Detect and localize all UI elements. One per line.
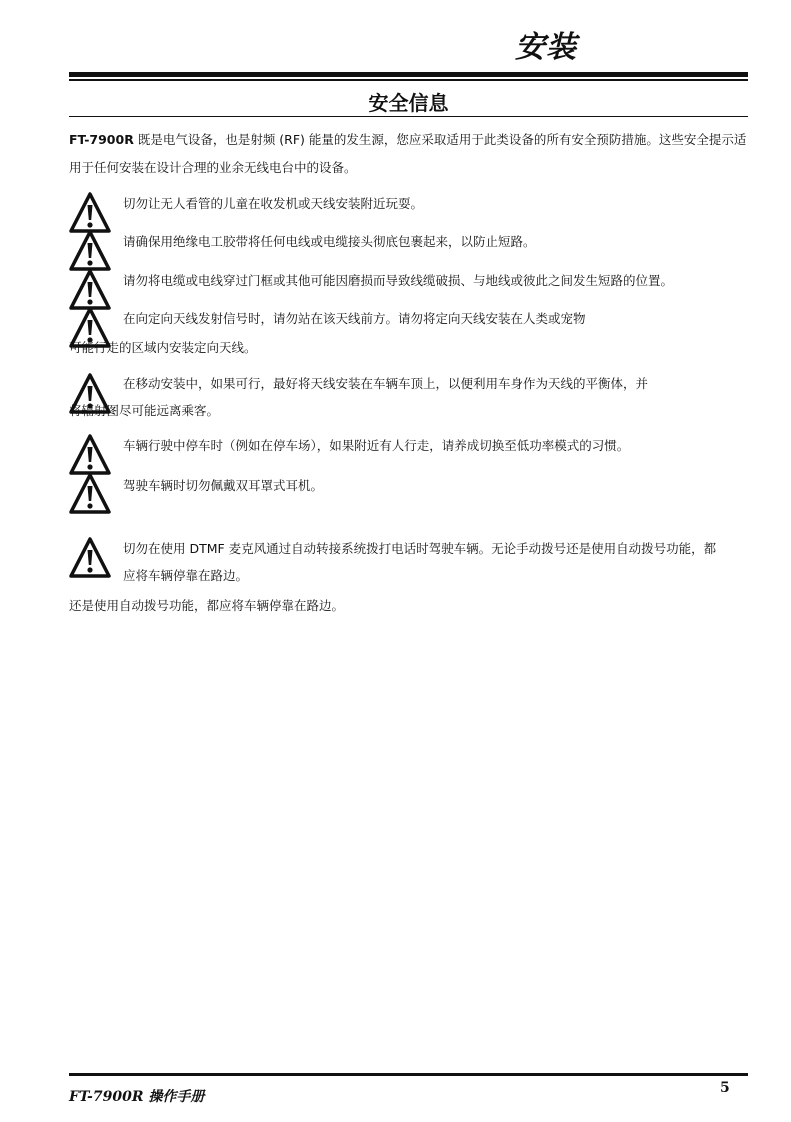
footer-rule — [69, 1073, 748, 1076]
warning-triangle-icon — [68, 229, 112, 273]
warning-triangle-icon — [68, 433, 112, 477]
header-rule-thick — [69, 72, 748, 77]
warning-text: 车辆行驶中停车时（例如在停车场），如果附近有人行走，请养成切换至低功率模式的习惯。 — [123, 438, 630, 453]
trailing-paragraph: 还是使用自动拨号功能，都应将车辆停靠在路边。 — [69, 598, 345, 613]
warning-text: 切勿让无人看管的儿童在收发机或天线安装附近玩耍。 — [123, 196, 424, 211]
intro-paragraph — [69, 126, 749, 182]
warning-text: 切勿在使用 DTMF 麦克风通过自动转接系统拨打电话时驾驶车辆。无论手动拨号还是使用自动拨号功能，都 — [123, 541, 717, 556]
warning-triangle-icon — [68, 472, 112, 516]
warning-text: 驾驶车辆时切勿佩戴双耳罩式耳机。 — [123, 478, 324, 493]
warning-text-continued: 应将车辆停靠在路边。 — [123, 568, 249, 583]
warning-text: 请勿将电缆或电线穿过门框或其他可能因磨损而导致线缆破损、与地线或彼此之间发生短路的位置。 — [123, 273, 674, 288]
warning-text: 请确保用绝缘电工胶带将任何电线或电缆接头彻底包裹起来，以防止短路。 — [123, 234, 536, 249]
warning-triangle-icon — [68, 536, 112, 580]
model-name: FT-7900R — [69, 132, 134, 147]
intro-text: 既是电气设备，也是射频 (RF) 能量的发生源，您应采取适用于此类设备的所有安全预防措施。这些安全提示适用于任何安装在设计合理的业余无线电台中的设备。 — [69, 132, 747, 175]
warning-text-continued: 将辐射图尽可能远离乘客。 — [69, 403, 220, 418]
warning-text: 在向定向天线发射信号时，请勿站在该天线前方。请勿将定向天线安装在人类或宠物 — [123, 311, 586, 326]
warning-text-continued: 可能行走的区域内安装定向天线。 — [69, 340, 257, 355]
page-title: 安全信息 — [368, 91, 449, 115]
header-rule-thin — [69, 79, 748, 81]
section-title: 安装 — [515, 30, 577, 65]
page-number: 5 — [720, 1080, 730, 1096]
footer-manual-name: FT-7900R 操作手册 — [69, 1089, 205, 1105]
warning-text: 在移动安装中，如果可行，最好将天线安装在车辆车顶上，以便利用车身作为天线的平衡体，并 — [123, 376, 649, 391]
title-underline — [69, 116, 748, 117]
